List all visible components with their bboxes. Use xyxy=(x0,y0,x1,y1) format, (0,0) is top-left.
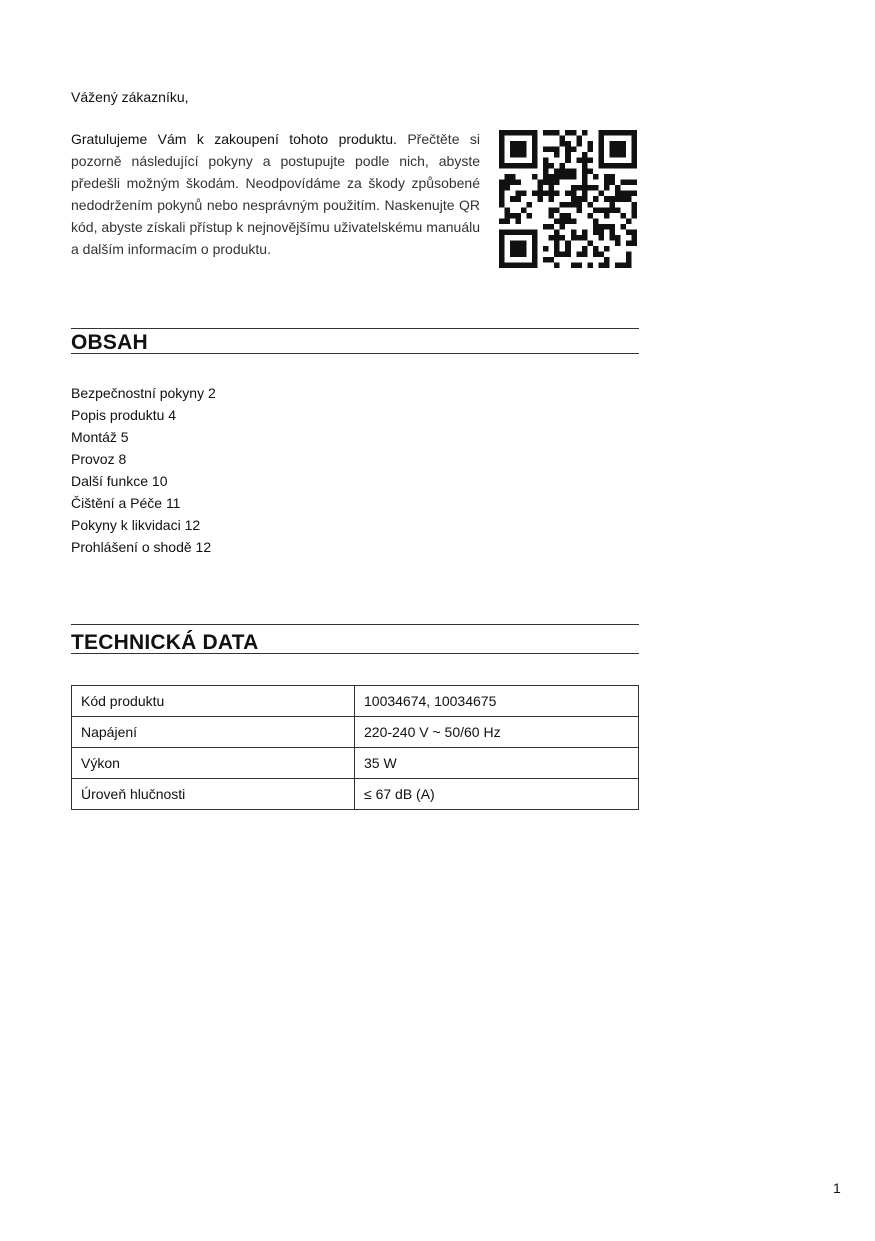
toc-item[interactable]: Provoz 8 xyxy=(71,451,127,467)
spec-label: Napájení xyxy=(72,717,355,748)
intro-lead: Gratulujeme Vám k zakoupení tohoto produktu. xyxy=(71,131,397,147)
greeting: Vážený zákazníku, xyxy=(71,89,189,105)
contents-title: OBSAH xyxy=(71,331,148,354)
contents-rule-bottom xyxy=(71,353,639,354)
technical-data-table xyxy=(71,685,639,810)
page-number: 1 xyxy=(833,1180,841,1196)
technical-rule-bottom xyxy=(71,653,639,654)
spec-value: 220-240 V ~ 50/60 Hz xyxy=(355,717,639,748)
table-row xyxy=(72,686,639,717)
table-row xyxy=(72,779,639,810)
spec-label: Úroveň hlučnosti xyxy=(72,779,355,810)
toc-item[interactable]: Bezpečnostní pokyny 2 xyxy=(71,385,216,401)
toc-item[interactable]: Prohlášení o shodě 12 xyxy=(71,539,212,555)
technical-rule-top xyxy=(71,624,639,625)
toc-item[interactable]: Pokyny k likvidaci 12 xyxy=(71,517,201,533)
toc-item[interactable]: Montáž 5 xyxy=(71,429,129,445)
spec-value: 10034674, 10034675 xyxy=(355,686,639,717)
spec-value: 35 W xyxy=(355,748,639,779)
spec-value: ≤ 67 dB (A) xyxy=(355,779,639,810)
table-row xyxy=(72,717,639,748)
spec-label: Výkon xyxy=(72,748,355,779)
toc-item[interactable]: Čištění a Péče 11 xyxy=(71,495,181,511)
intro-body: Přečtěte si pozorně následující pokyny a postupujte podle nich, abyste předešli možným škodám. Neodpovídáme za škody způsobené nedodržením pokynů nebo nesprávným použitím. Naskenujte QR kód, abyste získali přístup k nejnovějšímu uživatelskému manuálu a dalším informacím o produktu. xyxy=(71,131,480,257)
toc-item[interactable]: Popis produktu 4 xyxy=(71,407,177,423)
spec-label: Kód produktu xyxy=(72,686,355,717)
technical-title: TECHNICKÁ DATA xyxy=(71,631,259,654)
qr-code-icon xyxy=(499,130,637,268)
toc-item[interactable]: Další funkce 10 xyxy=(71,473,168,489)
table-row xyxy=(72,748,639,779)
contents-rule-top xyxy=(71,328,639,329)
intro-paragraph xyxy=(71,128,480,260)
table-of-contents xyxy=(71,382,216,558)
